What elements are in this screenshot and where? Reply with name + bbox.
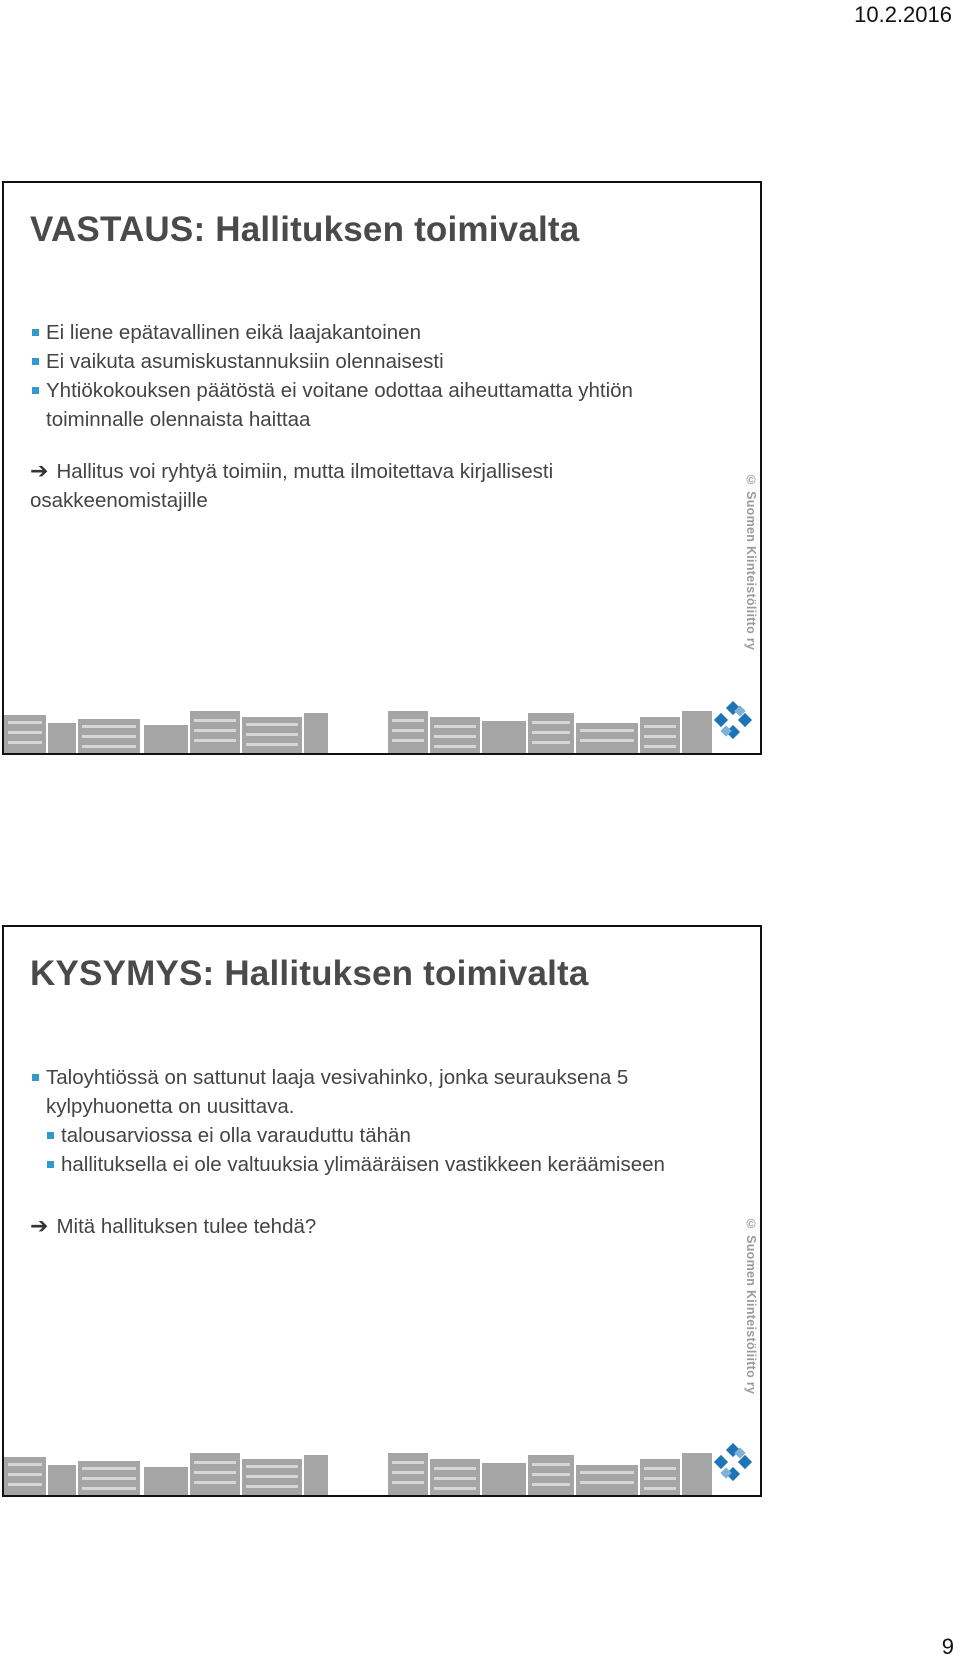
page-number: 9 — [941, 1634, 954, 1659]
square-bullet-icon — [32, 387, 39, 394]
square-bullet-icon — [47, 1132, 54, 1139]
conclusion-text: Mitä hallituksen tulee tehdä? — [56, 1215, 317, 1238]
conclusion — [30, 456, 720, 515]
bullet-text: Yhtiökokouksen päätöstä ei voitane odottaa aiheuttamatta yhtiön toiminnalle olennaista haittaa — [46, 379, 633, 431]
building-skyline-image — [4, 707, 760, 753]
slide-title: VASTAUS: Hallituksen toimivalta — [30, 210, 580, 249]
page-date: 10.2.2016 — [854, 2, 952, 27]
bullet-item — [30, 1063, 720, 1121]
sub-bullet-list — [30, 1121, 720, 1179]
sub-bullet-item — [45, 1150, 720, 1179]
arrow-right-icon: ➔ — [30, 458, 49, 483]
arrow-right-icon: ➔ — [30, 1213, 49, 1238]
bullet-text: Ei vaikuta asumiskustannuksiin olennaisesti — [46, 350, 444, 373]
kiinteistoliitto-logo — [710, 701, 756, 747]
square-bullet-icon — [32, 358, 39, 365]
bullet-item — [30, 318, 720, 347]
building-skyline-image — [4, 1449, 760, 1495]
bullet-text: Taloyhtiössä on sattunut laaja vesivahinko, jonka seurauksena 5 kylpyhuonetta on uusittava. — [46, 1066, 629, 1118]
slide-vastaus — [2, 181, 762, 755]
slide-body — [30, 1063, 720, 1241]
bullet-list — [30, 318, 720, 434]
conclusion — [30, 1211, 720, 1241]
slide-kysymys — [2, 925, 762, 1497]
bullet-list — [30, 1063, 720, 1121]
copyright-text: © Suomen Kiinteistöliitto ry — [744, 1217, 758, 1395]
kiinteistoliitto-logo — [710, 1443, 756, 1489]
square-bullet-icon — [32, 1074, 39, 1081]
slide-body — [30, 318, 720, 515]
conclusion-text: Hallitus voi ryhtyä toimiin, mutta ilmoitettava kirjallisesti osakkeenomistajille — [30, 460, 554, 512]
square-bullet-icon — [47, 1161, 54, 1168]
copyright-text: © Suomen Kiinteistöliitto ry — [744, 473, 758, 651]
slide-title: KYSYMYS: Hallituksen toimivalta — [30, 954, 589, 993]
square-bullet-icon — [32, 329, 39, 336]
bullet-item — [30, 347, 720, 376]
sub-bullet-item — [45, 1121, 720, 1150]
bullet-item — [30, 376, 720, 434]
bullet-text: talousarviossa ei olla varauduttu tähän — [61, 1124, 411, 1147]
bullet-text: hallituksella ei ole valtuuksia ylimääräisen vastikkeen keräämiseen — [61, 1153, 665, 1176]
bullet-text: Ei liene epätavallinen eikä laajakantoinen — [46, 321, 421, 344]
